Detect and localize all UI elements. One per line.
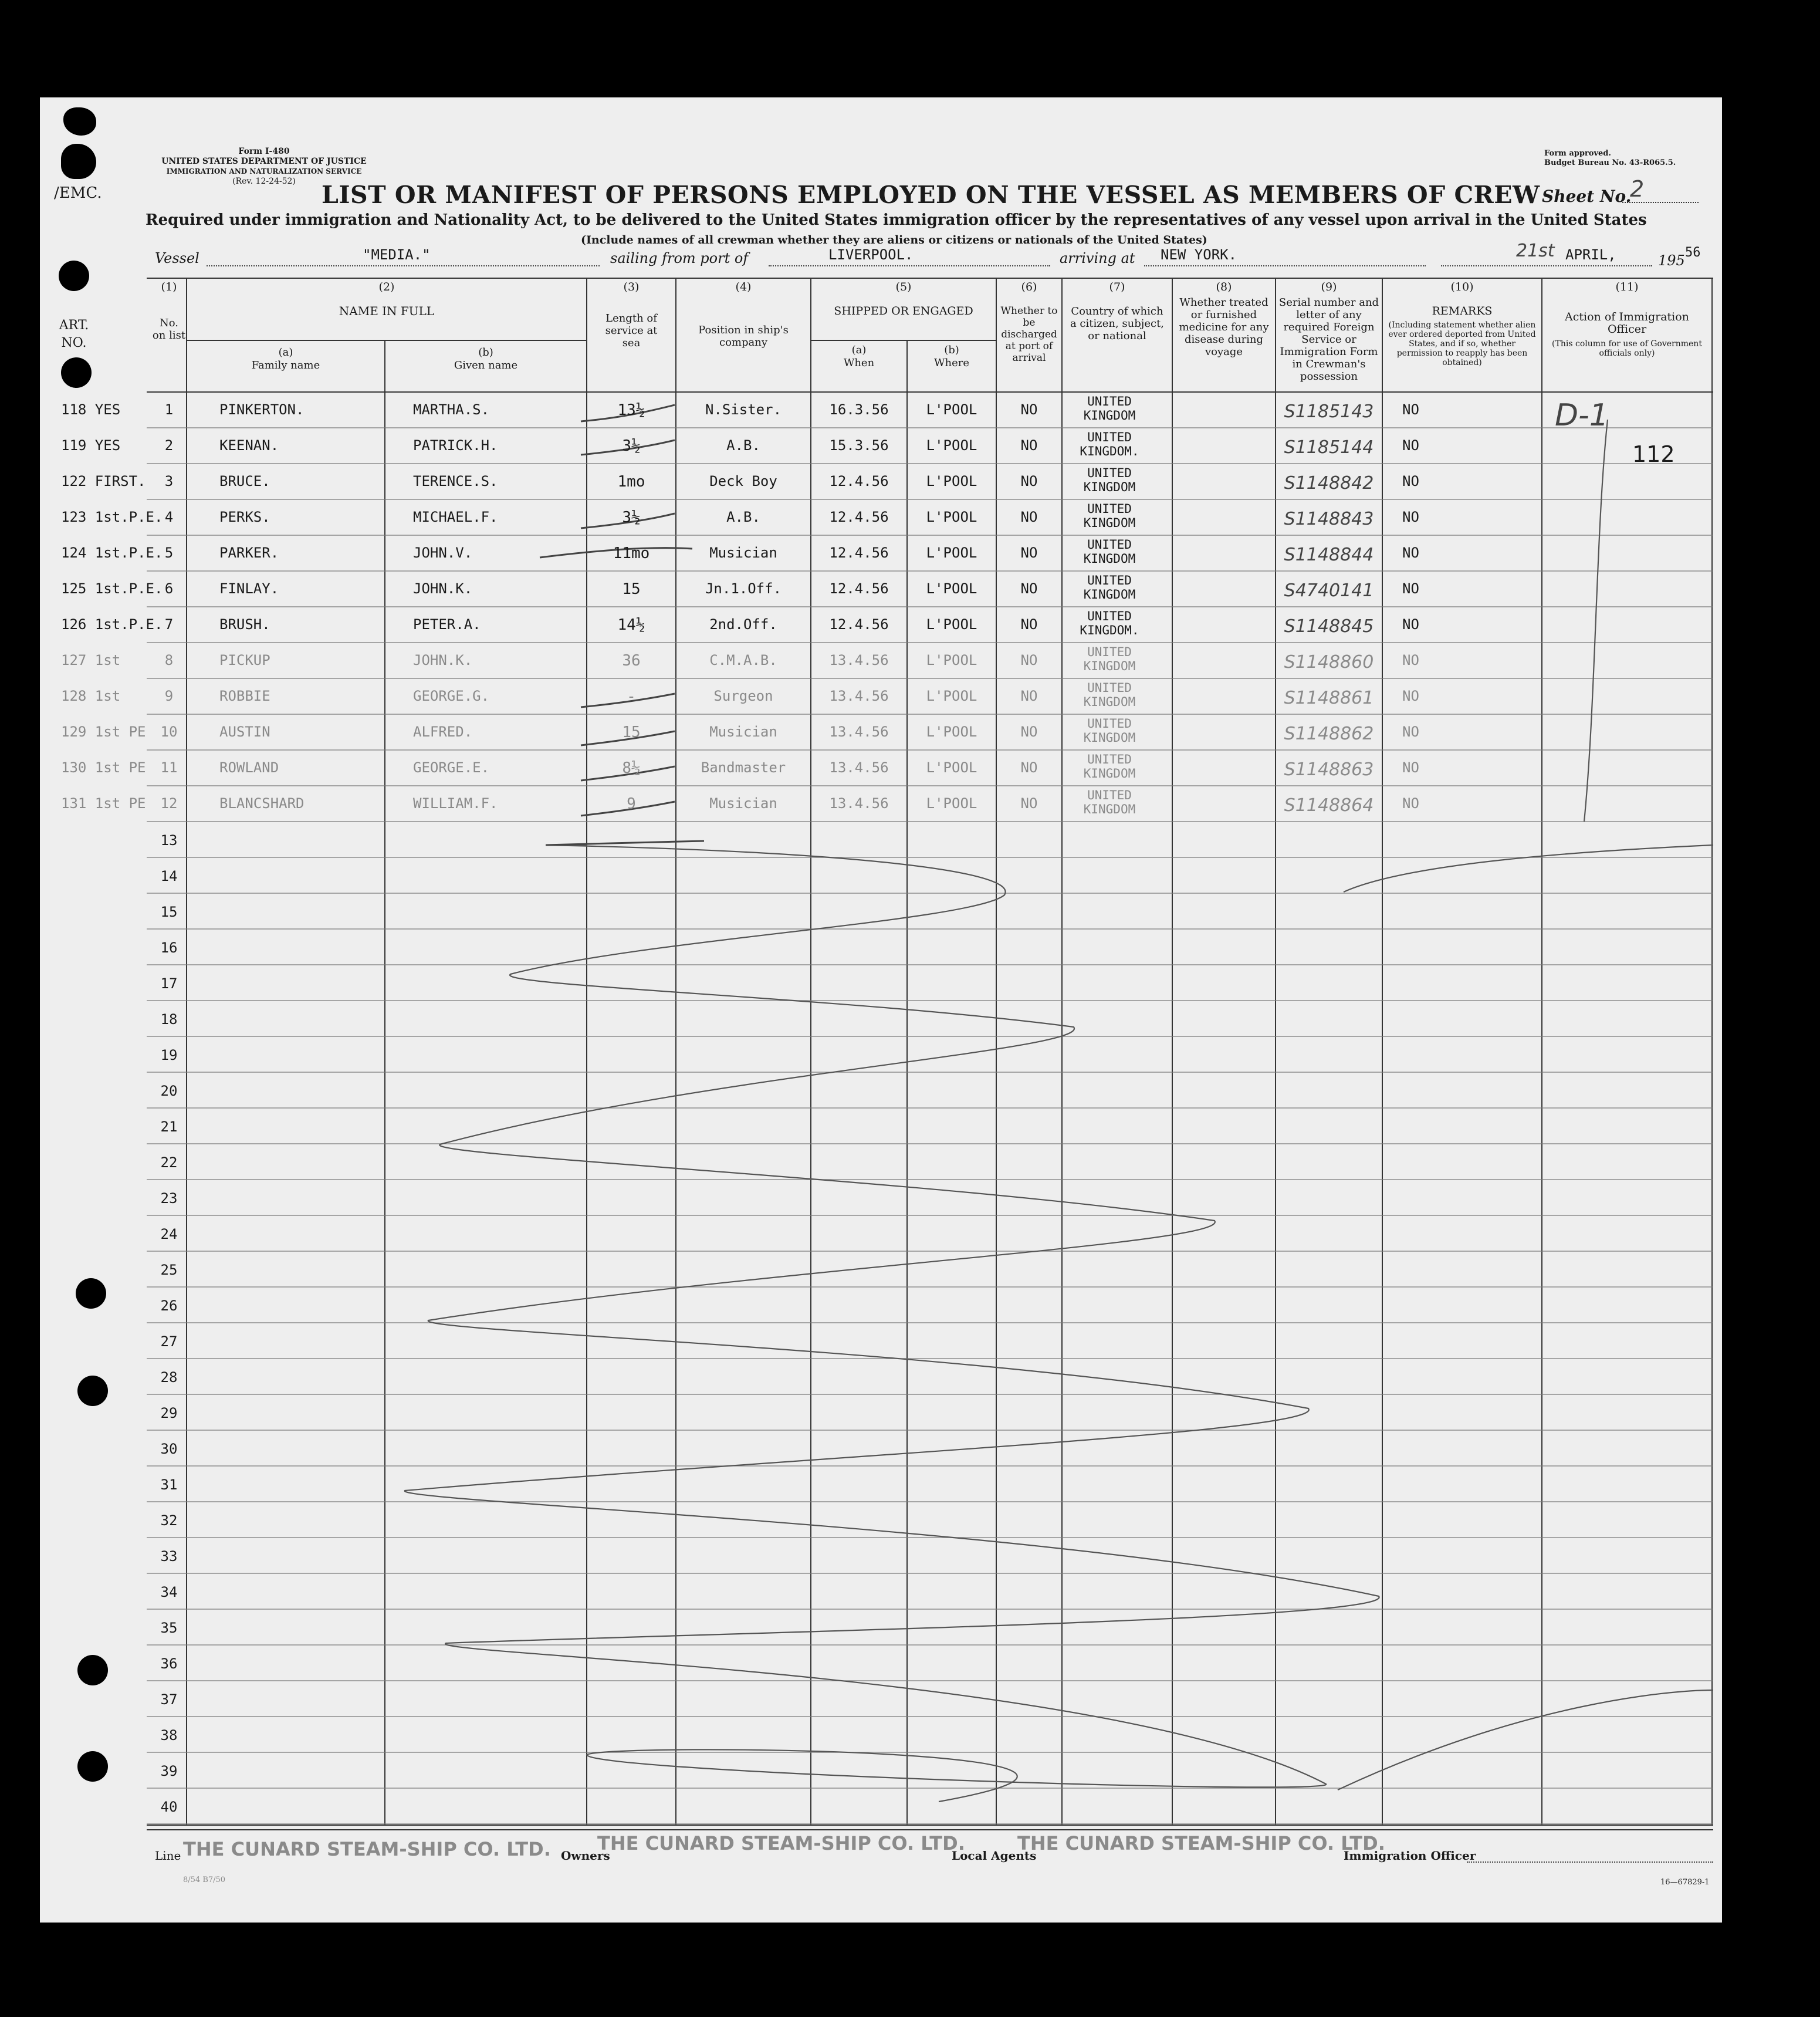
serial-number-cell: S1148845	[1284, 616, 1374, 637]
name-in-full-header: NAME IN FULL	[339, 304, 435, 318]
when-letter: (a)	[851, 344, 867, 356]
family-name-cell: ROBBIE	[219, 688, 270, 704]
year-suffix: 56	[1685, 245, 1701, 260]
country-cell: UNITED KINGDOM	[1083, 538, 1136, 566]
remarks-cell: NO	[1402, 545, 1419, 561]
print-code-right: 16—67829-1	[1660, 1878, 1710, 1887]
art-number-cell: 127 1st	[61, 652, 121, 668]
empty-row-number: 24	[160, 1226, 178, 1242]
empty-row-number: 36	[160, 1656, 178, 1672]
given-name-cell: PETER.A.	[413, 616, 481, 633]
revision-date: (Rev. 12-24-52)	[232, 177, 296, 186]
position-header: Position in ship's company	[698, 324, 789, 349]
empty-row-number: 23	[160, 1190, 178, 1207]
discharged-cell: NO	[1020, 724, 1038, 740]
remarks-note: (Including statement whether alien ever ordered deported from United States, and if so, whether permission to reapply has been obtained)	[1388, 320, 1536, 367]
country-cell: UNITED KINGDOM	[1083, 645, 1136, 673]
discharged-cell: NO	[1020, 652, 1038, 668]
discharged-cell: NO	[1020, 509, 1038, 525]
country-cell: UNITED KINGDOM	[1083, 717, 1136, 745]
serial-number-cell: S1185143	[1284, 401, 1374, 422]
service-name: IMMIGRATION AND NATURALIZATION SERVICE	[166, 167, 362, 175]
empty-row-number: 26	[160, 1298, 178, 1314]
position-cell: Surgeon	[713, 688, 773, 704]
print-code-left: 8/54 B7/50	[183, 1876, 226, 1884]
empty-row-number: 34	[160, 1584, 178, 1600]
empty-row-number: 20	[160, 1083, 178, 1099]
art-number-cell: 131 1st PE	[61, 795, 146, 812]
empty-row-number: 31	[160, 1477, 178, 1493]
family-name-cell: BLANCSHARD	[219, 795, 305, 812]
remarks-cell: NO	[1402, 795, 1419, 812]
country-cell: UNITED KINGDOM.	[1080, 430, 1139, 458]
list-number-cell: 11	[160, 759, 178, 776]
when-cell: 12.4.56	[829, 545, 889, 561]
empty-row-number: 15	[160, 904, 178, 920]
when-cell: 12.4.56	[829, 473, 889, 489]
list-number-cell: 2	[164, 437, 174, 454]
empty-row-number: 35	[160, 1620, 178, 1636]
country-cell: UNITED KINGDOM	[1083, 681, 1136, 709]
remarks-cell: NO	[1402, 401, 1419, 418]
empty-row-number: 21	[160, 1119, 178, 1135]
col-num-4: (4)	[735, 281, 752, 293]
remarks-cell: NO	[1402, 473, 1419, 489]
col-num-5: (5)	[895, 281, 912, 293]
empty-row-number: 29	[160, 1405, 178, 1421]
where-cell: L'POOL	[926, 545, 977, 561]
where-cell: L'POOL	[926, 616, 977, 633]
owners-label: Owners	[561, 1849, 610, 1863]
position-cell: A.B.	[726, 509, 760, 525]
when-header: When	[843, 357, 875, 369]
country-cell: UNITED KINGDOM	[1083, 502, 1136, 530]
list-number-cell: 10	[160, 724, 178, 740]
country-cell: UNITED KINGDOM	[1083, 752, 1136, 781]
owners-stamp: THE CUNARD STEAM-SHIP CO. LTD.	[597, 1832, 965, 1854]
departure-port: LIVERPOOL.	[828, 246, 914, 263]
position-cell: Deck Boy	[709, 473, 777, 489]
shipped-header: SHIPPED OR ENGAGED	[834, 305, 973, 317]
art-number-cell: 130 1st PE	[61, 759, 146, 776]
department-name: UNITED STATES DEPARTMENT OF JUSTICE	[161, 157, 367, 166]
given-name-cell: GEORGE.G.	[413, 688, 490, 704]
given-name-cell: ALFRED.	[413, 724, 473, 740]
when-cell: 13.4.56	[829, 724, 889, 740]
empty-row-number: 38	[160, 1727, 178, 1744]
vessel-name: "MEDIA."	[363, 246, 431, 263]
empty-row-number: 27	[160, 1333, 178, 1350]
where-cell: L'POOL	[926, 580, 977, 597]
family-name-cell: AUSTIN	[219, 724, 270, 740]
remarks-cell: NO	[1402, 616, 1419, 633]
family-name-cell: KEENAN.	[219, 437, 279, 454]
remarks-cell: NO	[1402, 759, 1419, 776]
remarks-cell: NO	[1402, 724, 1419, 740]
empty-row-number: 39	[160, 1763, 178, 1779]
arrival-day: 21st	[1516, 241, 1555, 261]
discharged-header: Whether to be discharged at port of arrival	[1000, 305, 1058, 364]
discharged-cell: NO	[1020, 473, 1038, 489]
serial-number-cell: S1148842	[1284, 473, 1374, 494]
treated-header: Whether treated or furnished medicine for any disease during voyage	[1179, 296, 1269, 358]
col-num-8: (8)	[1216, 281, 1232, 293]
discharged-cell: NO	[1020, 795, 1038, 812]
when-cell: 13.4.56	[829, 759, 889, 776]
budget-bureau-no: Budget Bureau No. 43-R065.5.	[1544, 158, 1676, 167]
family-name-cell: PINKERTON.	[219, 401, 305, 418]
col-num-6: (6)	[1021, 281, 1037, 293]
where-header: Where	[933, 357, 969, 369]
col-num-2: (2)	[378, 281, 395, 293]
col-num-9: (9)	[1321, 281, 1337, 293]
remarks-header: REMARKS	[1432, 305, 1493, 317]
where-cell: L'POOL	[926, 652, 977, 668]
serial-number-cell: S1148861	[1284, 688, 1374, 708]
empty-row-number: 18	[160, 1011, 178, 1028]
length-cell: 14½	[617, 616, 645, 634]
subtitle: Required under immigration and Nationality Act, to be delivered to the United States immigration officer by the representatives of any vessel upon arrival in the United States	[146, 211, 1647, 229]
when-cell: 13.4.56	[829, 795, 889, 812]
action-header: Action of Immigration Officer	[1565, 310, 1689, 336]
art-number-cell: 125 1st.P.E.	[61, 580, 163, 597]
length-cell: 11mo	[613, 545, 650, 562]
where-cell: L'POOL	[926, 509, 977, 525]
given-name-header: Given name	[454, 359, 518, 371]
length-cell: 13½	[617, 401, 645, 419]
agents-label: Local Agents	[952, 1849, 1037, 1863]
discharged-cell: NO	[1020, 616, 1038, 633]
family-name-cell: BRUSH.	[219, 616, 270, 633]
col-num-3: (3)	[623, 281, 640, 293]
given-name-cell: JOHN.K.	[413, 652, 473, 668]
serial-number-cell: S1148863	[1284, 759, 1374, 780]
country-cell: UNITED KINGDOM	[1083, 788, 1136, 816]
where-cell: L'POOL	[926, 401, 977, 418]
family-name-header: Family name	[251, 359, 320, 371]
discharged-cell: NO	[1020, 759, 1038, 776]
when-cell: 16.3.56	[829, 401, 889, 418]
length-cell: 3½	[622, 509, 641, 526]
family-name-cell: BRUCE.	[219, 473, 270, 489]
year-prefix: 195	[1658, 252, 1685, 269]
family-name-cell: PARKER.	[219, 545, 279, 561]
where-cell: L'POOL	[926, 724, 977, 740]
empty-row-number: 14	[160, 868, 178, 884]
family-name-cell: ROWLAND	[219, 759, 279, 776]
where-cell: L'POOL	[926, 759, 977, 776]
officer-label: Immigration Officer	[1344, 1849, 1476, 1863]
list-number-cell: 8	[164, 652, 174, 668]
position-cell: Bandmaster	[701, 759, 786, 776]
corner-mark: /EMC.	[54, 184, 102, 202]
position-cell: C.M.A.B.	[709, 652, 777, 668]
form-number: Form I-480	[238, 147, 290, 156]
vessel-label: Vessel	[155, 250, 199, 266]
action-note: (This column for use of Government officials only)	[1552, 339, 1702, 358]
length-header: Length of service at sea	[605, 312, 658, 349]
remarks-cell: NO	[1402, 437, 1419, 454]
list-number-cell: 7	[164, 616, 174, 633]
empty-row-number: 22	[160, 1154, 178, 1171]
given-name-cell: MICHAEL.F.	[413, 509, 498, 525]
length-cell: 8½	[622, 759, 641, 777]
art-number-cell: 119 YES	[61, 437, 121, 454]
country-cell: UNITED KINGDOM.	[1080, 609, 1139, 637]
family-name-cell: PERKS.	[219, 509, 270, 525]
empty-row-number: 19	[160, 1047, 178, 1063]
country-cell: UNITED KINGDOM	[1083, 466, 1136, 494]
serial-number-cell: S1148843	[1284, 509, 1374, 529]
serial-number-cell: S4740141	[1284, 580, 1374, 601]
col-num-7: (7)	[1109, 281, 1125, 293]
art-number-cell: 128 1st	[61, 688, 121, 704]
discharged-cell: NO	[1020, 401, 1038, 418]
discharged-cell: NO	[1020, 437, 1038, 454]
subtitle-note: (Include names of all crewman whether they are aliens or citizens or nationals of the United States)	[581, 234, 1207, 246]
where-cell: L'POOL	[926, 473, 977, 489]
empty-row-number: 30	[160, 1441, 178, 1457]
agents-stamp: THE CUNARD STEAM-SHIP CO. LTD.	[1017, 1832, 1385, 1854]
list-number-cell: 12	[160, 795, 178, 812]
when-cell: 12.4.56	[829, 616, 889, 633]
no-on-list-header: No. on list	[152, 317, 186, 342]
empty-row-number: 25	[160, 1262, 178, 1278]
serial-number-cell: S1185144	[1284, 437, 1374, 458]
length-cell: 3½	[622, 437, 641, 455]
where-cell: L'POOL	[926, 795, 977, 812]
given-name-letter: (b)	[478, 346, 493, 359]
empty-row-number: 40	[160, 1799, 178, 1815]
serial-header: Serial number and letter of any required Foreign Service or Immigration Form in Crewman's possession	[1278, 296, 1379, 383]
art-number-cell: 129 1st PE	[61, 724, 146, 740]
line-stamp: THE CUNARD STEAM-SHIP CO. LTD.	[183, 1838, 551, 1860]
sheet-label: Sheet No.	[1542, 187, 1632, 206]
when-cell: 13.4.56	[829, 652, 889, 668]
family-name-letter: (a)	[278, 346, 293, 359]
col-num-10: (10)	[1450, 281, 1474, 293]
sailing-label: sailing from port of	[610, 250, 749, 266]
list-number-cell: 9	[164, 688, 174, 704]
position-cell: 2nd.Off.	[709, 616, 777, 633]
list-number-cell: 3	[164, 473, 174, 489]
given-name-cell: JOHN.V.	[413, 545, 473, 561]
when-cell: 13.4.56	[829, 688, 889, 704]
given-name-cell: WILLIAM.F.	[413, 795, 498, 812]
given-name-cell: TERENCE.S.	[413, 473, 498, 489]
where-cell: L'POOL	[926, 688, 977, 704]
list-number-cell: 4	[164, 509, 174, 525]
empty-row-number: 33	[160, 1548, 178, 1565]
list-number-cell: 1	[164, 401, 174, 418]
empty-row-number: 28	[160, 1369, 178, 1386]
length-cell: 15	[622, 580, 641, 598]
line-label: Line	[155, 1849, 181, 1863]
where-cell: L'POOL	[926, 437, 977, 454]
discharged-cell: NO	[1020, 688, 1038, 704]
serial-number-cell: S1148864	[1284, 795, 1374, 816]
position-cell: A.B.	[726, 437, 760, 454]
where-letter: (b)	[944, 344, 959, 356]
discharged-cell: NO	[1020, 580, 1038, 597]
empty-row-number: 16	[160, 940, 178, 956]
given-name-cell: JOHN.K.	[413, 580, 473, 597]
country-header: Country of which a citizen, subject, or national	[1070, 305, 1165, 342]
when-cell: 15.3.56	[829, 437, 889, 454]
serial-number-cell: S1148862	[1284, 724, 1374, 744]
art-number-cell: 126 1st.P.E.	[61, 616, 163, 633]
remarks-cell: NO	[1402, 688, 1419, 704]
serial-number-cell: S1148844	[1284, 545, 1374, 565]
remarks-cell: NO	[1402, 580, 1419, 597]
art-number-cell: 118 YES	[61, 401, 121, 418]
length-cell: 1mo	[617, 473, 645, 491]
length-cell: 9	[627, 795, 636, 813]
length-cell: 15	[622, 724, 641, 741]
when-cell: 12.4.56	[829, 509, 889, 525]
approval-text: Form approved.	[1544, 149, 1611, 158]
page-title: LIST OR MANIFEST OF PERSONS EMPLOYED ON THE VESSEL AS MEMBERS OF CREW	[322, 181, 1540, 209]
arrival-month: APRIL,	[1565, 246, 1616, 263]
col-num-11: (11)	[1615, 281, 1639, 293]
position-cell: Musician	[709, 795, 777, 812]
remarks-cell: NO	[1402, 652, 1419, 668]
length-cell: 36	[622, 652, 641, 670]
arriving-label: arriving at	[1060, 250, 1135, 266]
officer-signature-line	[1467, 1861, 1713, 1863]
discharged-cell: NO	[1020, 545, 1038, 561]
empty-row-number: 37	[160, 1691, 178, 1708]
empty-row-number: 32	[160, 1512, 178, 1529]
sheet-number: 2	[1630, 176, 1645, 202]
action-count: 112	[1632, 441, 1675, 467]
length-cell: -	[627, 688, 636, 705]
remarks-cell: NO	[1402, 509, 1419, 525]
art-no-header: ART. NO.	[59, 318, 89, 350]
art-number-cell: 122 FIRST.	[61, 473, 146, 489]
country-cell: UNITED KINGDOM	[1083, 394, 1136, 423]
empty-row-number: 17	[160, 975, 178, 992]
col-num-1: (1)	[161, 281, 177, 293]
country-cell: UNITED KINGDOM	[1083, 573, 1136, 602]
empty-row-number: 13	[160, 832, 178, 849]
given-name-cell: PATRICK.H.	[413, 437, 498, 454]
given-name-cell: MARTHA.S.	[413, 401, 490, 418]
list-number-cell: 5	[164, 545, 174, 561]
position-cell: N.Sister.	[705, 401, 782, 418]
family-name-cell: PICKUP	[219, 652, 270, 668]
position-cell: Jn.1.Off.	[705, 580, 782, 597]
position-cell: Musician	[709, 724, 777, 740]
family-name-cell: FINLAY.	[219, 580, 279, 597]
action-mark: D-1	[1555, 398, 1609, 433]
arrival-port: NEW YORK.	[1161, 246, 1237, 263]
art-number-cell: 124 1st.P.E.	[61, 545, 163, 561]
when-cell: 12.4.56	[829, 580, 889, 597]
given-name-cell: GEORGE.E.	[413, 759, 490, 776]
position-cell: Musician	[709, 545, 777, 561]
art-number-cell: 123 1st.P.E.	[61, 509, 163, 525]
serial-number-cell: S1148860	[1284, 652, 1374, 673]
list-number-cell: 6	[164, 580, 174, 597]
